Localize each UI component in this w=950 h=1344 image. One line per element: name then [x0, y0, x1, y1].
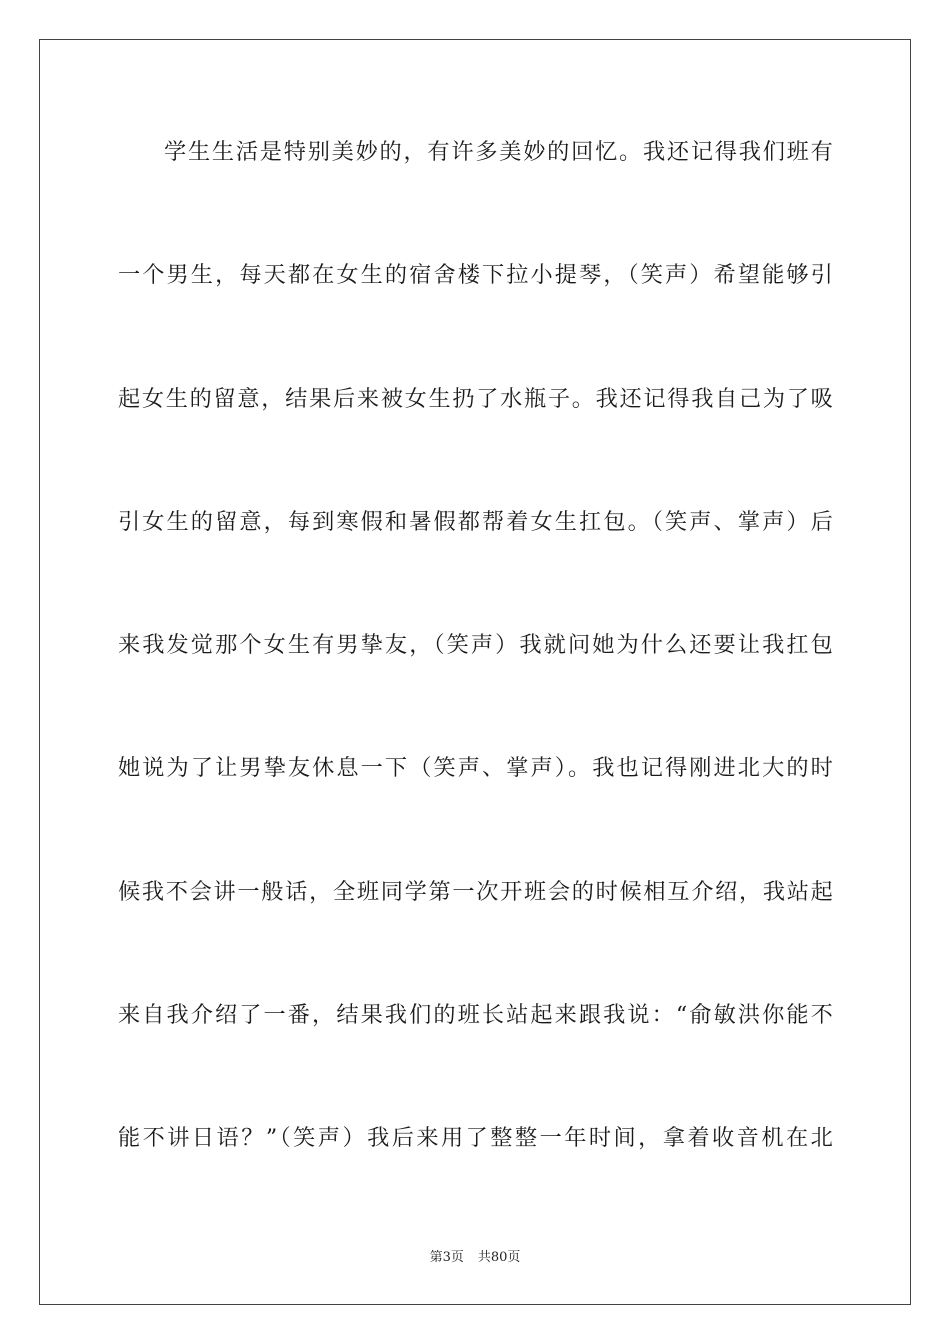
text-line: 起女生的留意，结果后来被女生扔了水瓶子。我还记得我自己为了吸: [118, 385, 834, 412]
text-line: 一个男生，每天都在女生的宿舍楼下拉小提琴，（笑声）希望能够引: [118, 262, 834, 289]
text-line: 引女生的留意，每到寒假和暑假都帮着女生扛包。（笑声、掌声）后: [118, 508, 834, 535]
page-total: 共80页: [477, 1250, 521, 1265]
text-line: 来我发觉那个女生有男挚友，（笑声）我就问她为什么还要让我扛包: [118, 632, 834, 659]
document-body: [118, 130, 834, 1240]
text-line: 候我不会讲一般话，全班同学第一次开班会的时候相互介绍，我站起: [118, 878, 834, 905]
text-line: 她说为了让男挚友休息一下（笑声、掌声）。我也记得刚进北大的时: [118, 755, 834, 782]
page-number: 第3页: [429, 1250, 464, 1265]
text-line: 学生生活是特别美妙的，有许多美妙的回忆。我还记得我们班有: [164, 139, 834, 165]
text-line: 来自我介绍了一番，结果我们的班长站起来跟我说：“俞敏洪你能不: [118, 1002, 834, 1029]
page-footer: [0, 1246, 950, 1265]
text-line: 能不讲日语？”（笑声）我后来用了整整一年时间，拿着收音机在北: [118, 1125, 834, 1152]
